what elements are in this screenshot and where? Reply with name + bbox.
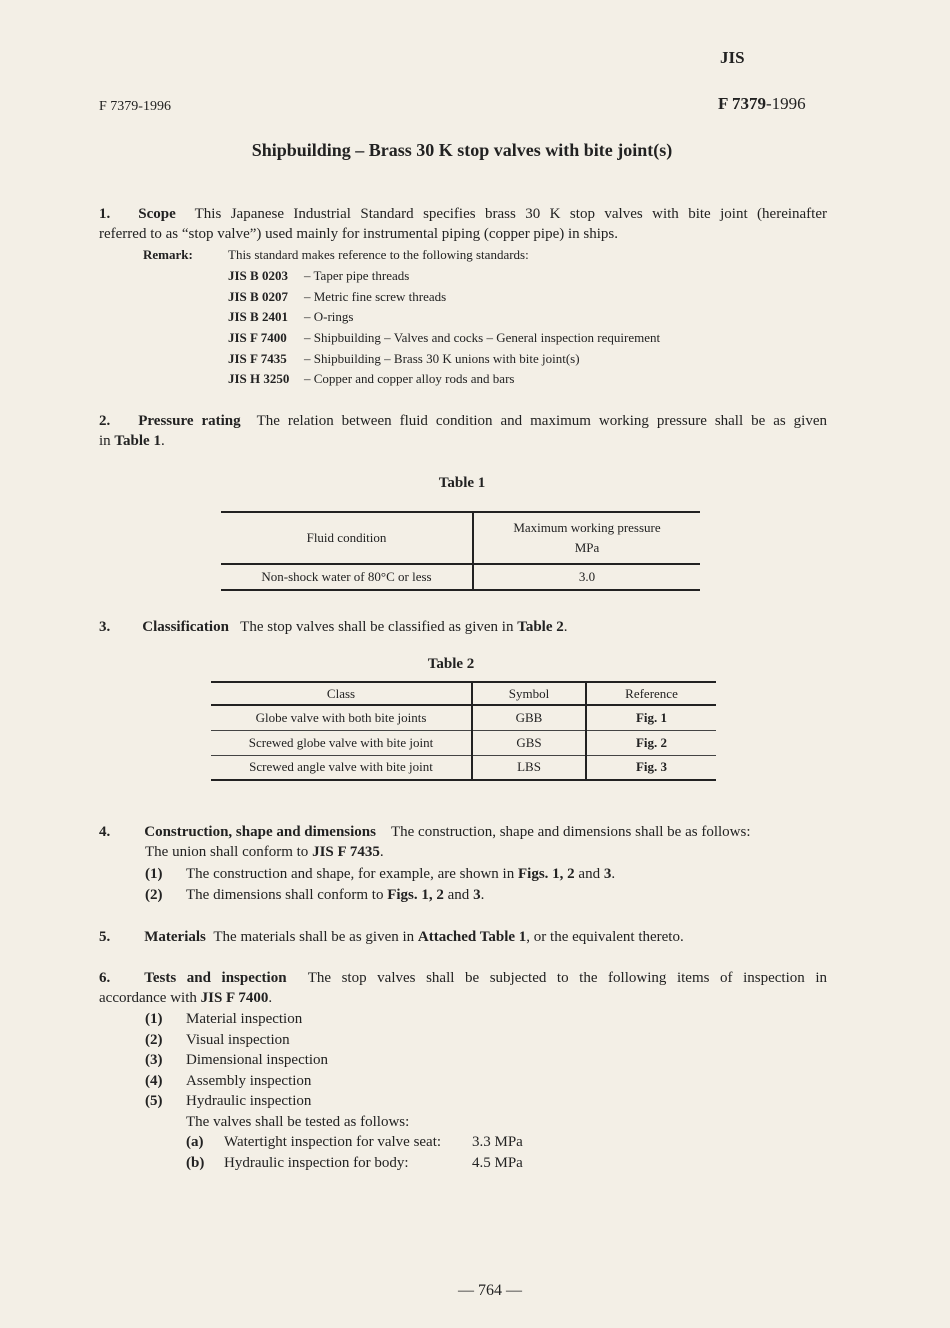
figure-reference: 3 bbox=[473, 887, 481, 903]
section-text: The materials shall be as given in bbox=[213, 929, 415, 945]
table-row bbox=[211, 730, 716, 755]
reference-description: – O-rings bbox=[304, 309, 354, 325]
header-line: Maximum working pressure bbox=[513, 520, 661, 535]
reference-list bbox=[228, 266, 768, 390]
reference-item bbox=[228, 369, 768, 390]
hydraulic-subitems bbox=[186, 1132, 523, 1174]
reference-code: JIS B 0203 bbox=[228, 268, 288, 283]
section-text-line2: in bbox=[99, 433, 111, 449]
punct: . bbox=[379, 844, 384, 860]
section-text: This Japanese Industrial Standard specifies brass 30 K stop valves with bite joint (hereinafter bbox=[194, 206, 828, 222]
list-text: Material inspection bbox=[186, 1011, 303, 1027]
header-unit: MPa bbox=[574, 540, 600, 555]
table2-cell-symbol: GBB bbox=[472, 705, 586, 730]
list-item bbox=[145, 1030, 290, 1051]
table-row bbox=[211, 705, 716, 730]
table2-header: Reference bbox=[625, 685, 678, 701]
table2-cell-reference: Fig. 1 bbox=[635, 709, 668, 725]
list-item bbox=[145, 885, 485, 906]
table2-cell-class: Globe valve with both bite joints bbox=[211, 705, 472, 730]
reference-item bbox=[228, 307, 768, 328]
section-heading: Scope bbox=[138, 206, 176, 222]
list-text bbox=[186, 885, 484, 905]
standard-reference: JIS F 7400 bbox=[200, 990, 269, 1006]
list-number: (4) bbox=[145, 1072, 163, 1089]
section-tests bbox=[99, 968, 827, 1008]
list-text-mid: and bbox=[443, 887, 474, 903]
sub-list-value: 4.5 MPa bbox=[472, 1155, 523, 1171]
list-text-pre: The dimensions shall conform to bbox=[186, 887, 384, 903]
standard-reference: JIS F 7435 bbox=[312, 844, 380, 860]
table2-cell-reference: Fig. 3 bbox=[635, 759, 668, 775]
sub-list-number: (a) bbox=[186, 1134, 204, 1150]
list-text: Visual inspection bbox=[186, 1031, 290, 1048]
list-item bbox=[145, 864, 616, 885]
table2 bbox=[211, 681, 716, 781]
table2-cell-class: Screwed globe valve with bite joint bbox=[211, 730, 472, 755]
table-row bbox=[211, 755, 716, 780]
reference-description: – Taper pipe threads bbox=[304, 268, 410, 283]
punct: . bbox=[611, 866, 616, 882]
document-code-main: F 7379 bbox=[718, 94, 767, 113]
table-reference: Attached Table 1 bbox=[417, 929, 527, 945]
list-item bbox=[145, 1009, 303, 1030]
punct: . bbox=[563, 619, 568, 635]
document-code-left: F 7379-1996 bbox=[99, 99, 171, 114]
list-number: (1) bbox=[145, 1011, 163, 1027]
table2-cell-symbol: LBS bbox=[472, 755, 586, 780]
reference-item bbox=[228, 266, 768, 287]
remark-label: Remark: bbox=[143, 247, 193, 262]
figure-reference: Figs. 1, 2 bbox=[387, 887, 444, 903]
table1 bbox=[221, 511, 700, 591]
section-number: 2. bbox=[99, 413, 111, 429]
table2-header: Symbol bbox=[472, 682, 586, 705]
document-code-year: -1996 bbox=[766, 94, 806, 113]
construction-items bbox=[145, 864, 616, 906]
table2-cell-symbol: GBS bbox=[472, 730, 586, 755]
list-text: Hydraulic inspection bbox=[186, 1093, 312, 1110]
section-scope bbox=[99, 204, 827, 244]
section-text-line2: referred to as “stop valve”) used mainly for instrumental piping (copper pipe) in ships. bbox=[99, 226, 619, 242]
reference-description: – Metric fine screw threads bbox=[304, 288, 447, 304]
sub-list-item bbox=[186, 1153, 523, 1174]
reference-item bbox=[228, 287, 768, 308]
table1-cell-pressure: 3.0 bbox=[578, 569, 596, 584]
sub-list-value: 3.3 MPa bbox=[472, 1134, 523, 1150]
sub-list-item bbox=[186, 1132, 523, 1153]
section-number: 6. bbox=[99, 970, 111, 986]
inspection-followup: The valves shall be tested as follows: bbox=[186, 1114, 410, 1130]
list-text: Dimensional inspection bbox=[186, 1052, 329, 1069]
table1-header-pressure bbox=[473, 512, 700, 564]
sub-list-number: (b) bbox=[186, 1155, 205, 1171]
section-heading: Construction, shape and dimensions bbox=[144, 824, 376, 840]
list-number: (3) bbox=[145, 1052, 163, 1069]
section-pressure-rating bbox=[99, 411, 827, 451]
reference-item bbox=[228, 328, 768, 349]
document-title: Shipbuilding – Brass 30 K stop valves with bite joint(s) bbox=[251, 140, 673, 160]
reference-code: JIS F 7400 bbox=[228, 330, 287, 346]
list-text: Assembly inspection bbox=[186, 1072, 312, 1089]
list-number: (2) bbox=[145, 887, 163, 903]
section-text-line2: The union shall conform to bbox=[145, 844, 309, 860]
section-number: 4. bbox=[99, 824, 111, 840]
reference-code: JIS H 3250 bbox=[228, 371, 290, 387]
section-text: The stop valves shall be classified as given in bbox=[240, 619, 514, 635]
punct: . bbox=[160, 433, 165, 449]
punct: . bbox=[480, 887, 485, 903]
table1-header-fluid: Fluid condition bbox=[221, 512, 473, 564]
table2-header: Class bbox=[211, 682, 472, 705]
list-text-pre: The construction and shape, for example, are shown in bbox=[186, 866, 515, 882]
remark bbox=[143, 246, 193, 264]
reference-code: JIS B 2401 bbox=[228, 309, 288, 325]
table2-cell-reference: Fig. 2 bbox=[635, 734, 668, 750]
section-number: 1. bbox=[99, 206, 111, 222]
page-number: — 764 — bbox=[458, 1282, 522, 1299]
remark-text: This standard makes reference to the following standards: bbox=[228, 247, 529, 262]
sub-list-label: Watertight inspection for valve seat: bbox=[224, 1134, 442, 1150]
jis-mark: JIS bbox=[720, 48, 745, 67]
punct: . bbox=[268, 990, 273, 1006]
section-materials bbox=[99, 927, 684, 947]
reference-description: – Copper and copper alloy rods and bars bbox=[304, 371, 515, 387]
table-reference: Table 2 bbox=[517, 619, 564, 635]
list-text bbox=[186, 864, 615, 884]
figure-reference: 3 bbox=[603, 866, 612, 882]
list-item bbox=[145, 1071, 312, 1092]
section-text: The construction, shape and dimensions shall be as follows: bbox=[390, 824, 751, 840]
section-heading: Pressure rating bbox=[138, 413, 241, 429]
list-text-mid: and bbox=[574, 866, 604, 882]
list-number: (5) bbox=[145, 1093, 163, 1110]
table-reference: Table 1 bbox=[114, 433, 161, 449]
table2-caption: Table 2 bbox=[427, 656, 475, 672]
table1-cell-condition: Non-shock water of 80°C or less bbox=[221, 564, 473, 590]
section-text: The stop valves shall be subjected to the following items of inspection in bbox=[307, 970, 827, 986]
reference-item bbox=[228, 349, 768, 370]
table2-header-row bbox=[211, 682, 716, 705]
document-code-right bbox=[718, 94, 806, 114]
list-item bbox=[145, 1091, 312, 1112]
section-number: 3. bbox=[99, 619, 111, 635]
reference-description: – Shipbuilding – Brass 30 K unions with bite joint(s) bbox=[304, 350, 580, 366]
section-number: 5. bbox=[99, 929, 111, 945]
table2-cell-class: Screwed angle valve with bite joint bbox=[211, 755, 472, 780]
section-heading: Classification bbox=[142, 619, 229, 635]
section-classification bbox=[99, 617, 568, 637]
reference-description: – Shipbuilding – Valves and cocks – General inspection requirement bbox=[304, 330, 661, 346]
sub-list-label: Hydraulic inspection for body: bbox=[224, 1155, 409, 1171]
section-heading: Tests and inspection bbox=[144, 970, 287, 986]
section-text: The relation between fluid condition and maximum working pressure shall be as given bbox=[256, 413, 828, 429]
inspection-items bbox=[145, 1009, 329, 1112]
section-text-line2: accordance with bbox=[99, 990, 197, 1006]
section-heading: Materials bbox=[144, 929, 206, 945]
section-construction bbox=[99, 822, 799, 862]
table1-caption: Table 1 bbox=[438, 475, 486, 491]
reference-code: JIS B 0207 bbox=[228, 288, 288, 304]
list-number: (1) bbox=[145, 866, 163, 882]
list-number: (2) bbox=[145, 1031, 163, 1048]
reference-code: JIS F 7435 bbox=[228, 350, 287, 366]
section-text-tail: , or the equivalent thereto. bbox=[526, 929, 684, 945]
figure-reference: Figs. 1, 2 bbox=[517, 866, 575, 882]
list-item bbox=[145, 1050, 329, 1071]
